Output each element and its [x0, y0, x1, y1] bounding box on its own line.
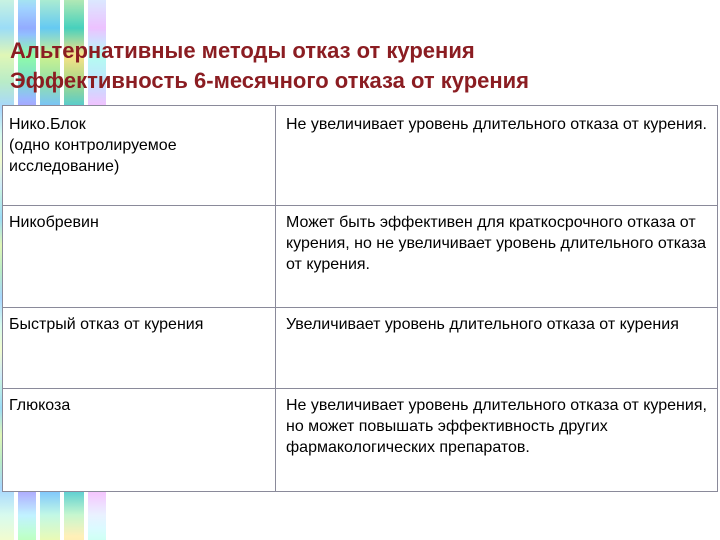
method-line: Быстрый отказ от курения	[9, 316, 204, 333]
method-line: Глюкоза	[9, 397, 71, 414]
effect-cell: Не увеличивает уровень длительного отказа от курения, но может повышать эффективность других фармакологических препаратов.	[276, 389, 718, 492]
methods-table	[2, 105, 718, 492]
slide-title	[10, 36, 710, 96]
table-row	[3, 206, 718, 308]
title-line-2: Эффективность 6-месячного отказа от курения	[10, 68, 530, 93]
method-line: Нико.Блок	[9, 116, 86, 133]
effect-cell: Не увеличивает уровень длительного отказа от курения.	[276, 106, 718, 206]
method-cell	[3, 106, 276, 206]
method-line: исследование)	[9, 158, 120, 175]
table-row	[3, 389, 718, 492]
effect-cell: Увеличивает уровень длительного отказа от курения	[276, 308, 718, 389]
method-cell	[3, 389, 276, 492]
method-cell	[3, 206, 276, 308]
method-line: Никобревин	[9, 214, 99, 231]
method-line: (одно контролируемое	[9, 137, 177, 154]
table-row	[3, 106, 718, 206]
title-line-1: Альтернативные методы отказ от курения	[10, 38, 475, 63]
method-cell	[3, 308, 276, 389]
table-row	[3, 308, 718, 389]
effect-cell: Может быть эффективен для краткосрочного отказа от курения, но не увеличивает уровень длительного отказа от курения.	[276, 206, 718, 308]
